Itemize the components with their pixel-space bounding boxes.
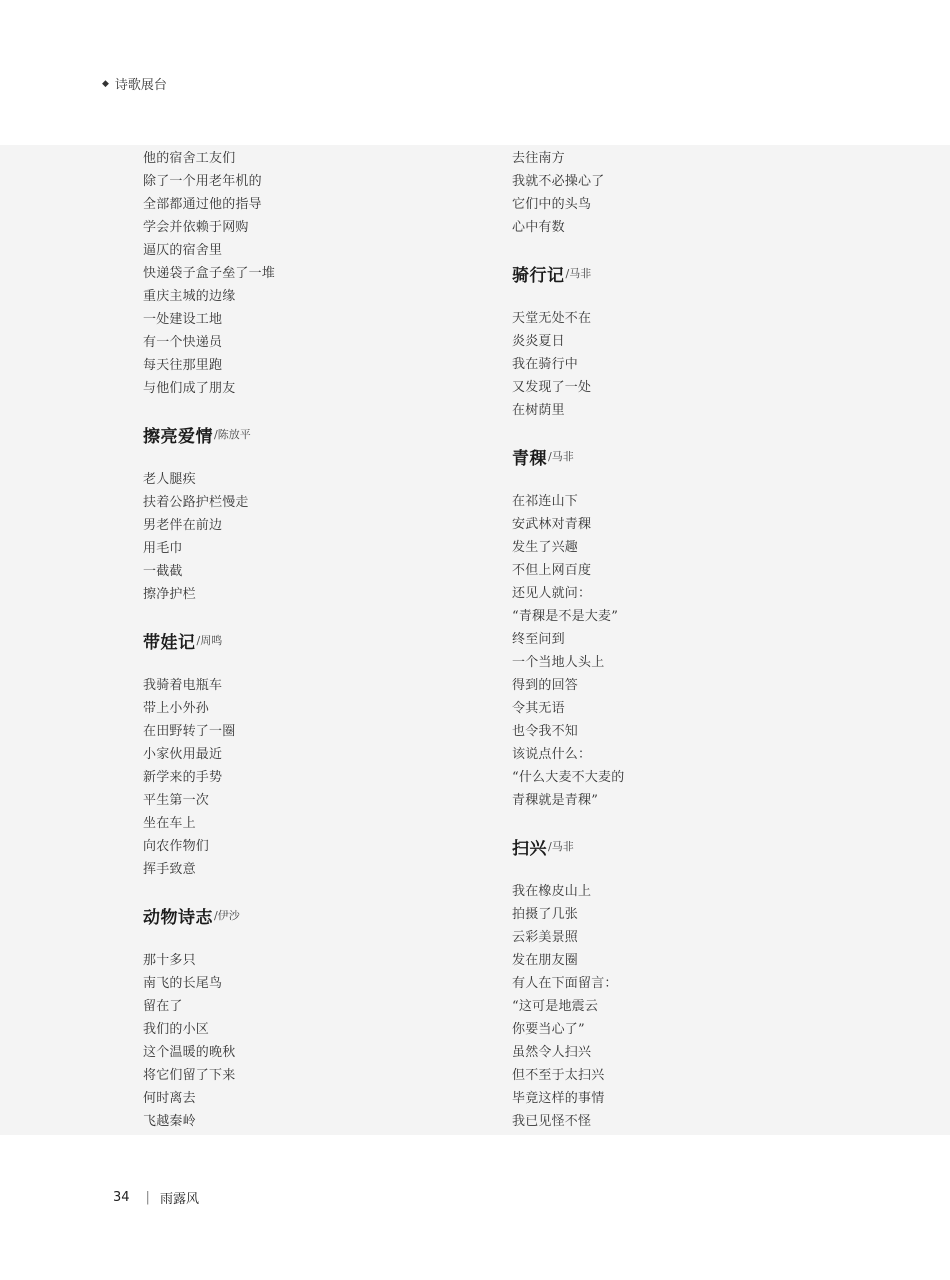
poem-line: 我就不必操心了 [512,174,605,189]
poem-line: 南飞的长尾鸟 [143,976,223,991]
poem-line: 发在朋友圈 [512,953,579,968]
poem-line: 我在橡皮山上 [512,884,592,899]
poem-line: 每天往那里跑 [143,358,223,373]
poem-author: /周鸣 [196,634,223,647]
poem-line: 那十多只 [143,953,196,968]
poem-line: 老人腿疾 [143,472,196,487]
poem-line: 还见人就问： [512,586,592,601]
footer-divider: | [145,1190,150,1205]
poem-heading [512,239,624,307]
poem-line: 得到的回答 [512,678,579,693]
poem-heading [143,881,275,949]
poem-heading [512,422,624,490]
poem-line: 终至问到 [512,632,565,647]
poem-line: 用毛巾 [143,541,183,556]
page-number: 34 [113,1190,130,1205]
poem-line: 令其无语 [512,701,565,716]
poem-line: 男老伴在前边 [143,518,223,533]
poem-line: 它们中的头鸟 [512,197,592,212]
poem-line: 炎炎夏日 [512,334,565,349]
poem-line: 毕竟这样的事情 [512,1091,605,1106]
poem-line: 有一个快递员 [143,335,223,350]
poem-title: 青稞 [512,448,547,469]
poem-line: 也令我不知 [512,724,579,739]
poem-line: 扶着公路护栏慢走 [143,495,249,510]
poem-line: 何时离去 [143,1091,196,1106]
poem-line: 逼仄的宿舍里 [143,243,223,258]
poem-line: 虽然令人扫兴 [512,1045,592,1060]
poem-line: 在祁连山下 [512,494,579,509]
poem-line: 一个当地人头上 [512,655,605,670]
poem-line: 我骑着电瓶车 [143,678,223,693]
poem-title: 扫兴 [512,838,547,859]
poem-heading [143,606,275,674]
poem-line: 这个温暖的晚秋 [143,1045,236,1060]
poem-line: 学会并依赖于网购 [143,220,249,235]
poem-line: 坐在车上 [143,816,196,831]
poem-line: 一截截 [143,564,183,579]
poem-line: 在树荫里 [512,403,565,418]
poem-line: 平生第一次 [143,793,210,808]
poem-line: “青稞是不是大麦” [512,609,619,624]
poem-line: 心中有数 [512,220,565,235]
poem-line: “什么大麦不大麦的 [512,770,625,785]
poem-line: 带上小外孙 [143,701,210,716]
poem-line: 天堂无处不在 [512,311,592,326]
poem-heading [143,400,275,468]
poem-line: 不但上网百度 [512,563,592,578]
poem-author: /马非 [548,450,574,463]
poem-author: /陈放平 [214,428,251,441]
poem-line: 将它们留了下来 [143,1068,236,1083]
poem-line: 新学来的手势 [143,770,223,785]
poem-line: 擦净护栏 [143,587,196,602]
poem-line: 留在了 [143,999,183,1014]
poem-author: /马非 [548,840,574,853]
poem-line: 向农作物们 [143,839,210,854]
poem-heading [512,812,624,880]
poem-line: 在田野转了一圈 [143,724,236,739]
poem-line: 但不至于太扫兴 [512,1068,605,1083]
poem-line: 去往南方 [512,151,565,166]
poem-line: 又发现了一处 [512,380,592,395]
poem-line: 小家伙用最近 [143,747,223,762]
poem-line: 全部都通过他的指导 [143,197,262,212]
right-column [512,147,624,1133]
poem-line: 一处建设工地 [143,312,223,327]
poem-line: 拍摄了几张 [512,907,579,922]
poem-line: 我们的小区 [143,1022,210,1037]
section-title: 诗歌展台 [114,78,167,93]
diamond-icon: ◆ [102,78,109,89]
poem-author: /马非 [565,267,592,280]
poem-line: 有人在下面留言： [512,976,618,991]
left-column [143,147,275,1133]
poem-line: 挥手致意 [143,862,196,877]
poem-line: 与他们成了朋友 [143,381,236,396]
poem-line: 青稞就是青稞” [512,793,599,808]
page-footer [113,1188,199,1207]
poem-title: 骑行记 [512,265,565,286]
poem-title: 带娃记 [143,632,196,653]
poem-line: 重庆主城的边缘 [143,289,236,304]
magazine-name: 雨露风 [159,1192,199,1207]
poem-line: 该说点什么： [512,747,592,762]
poem-line: 发生了兴趣 [512,540,579,555]
poem-title: 动物诗志 [143,907,213,928]
poem-line: 云彩美景照 [512,930,579,945]
poem-title: 擦亮爱情 [143,426,213,447]
section-header [102,74,167,93]
poem-line: 快递袋子盒子垒了一堆 [143,266,276,281]
poem-line: 你要当心了” [512,1022,585,1037]
poem-line: 我已见怪不怪 [512,1114,592,1129]
poem-line: 我在骑行中 [512,357,579,372]
poem-line: “这可是地震云 [512,999,599,1014]
poem-line: 除了一个用老年机的 [143,174,262,189]
poem-line: 安武林对青稞 [512,517,592,532]
poem-author: /伊沙 [214,909,240,922]
poem-line: 飞越秦岭 [143,1114,196,1129]
poem-line: 他的宿舍工友们 [143,151,236,166]
